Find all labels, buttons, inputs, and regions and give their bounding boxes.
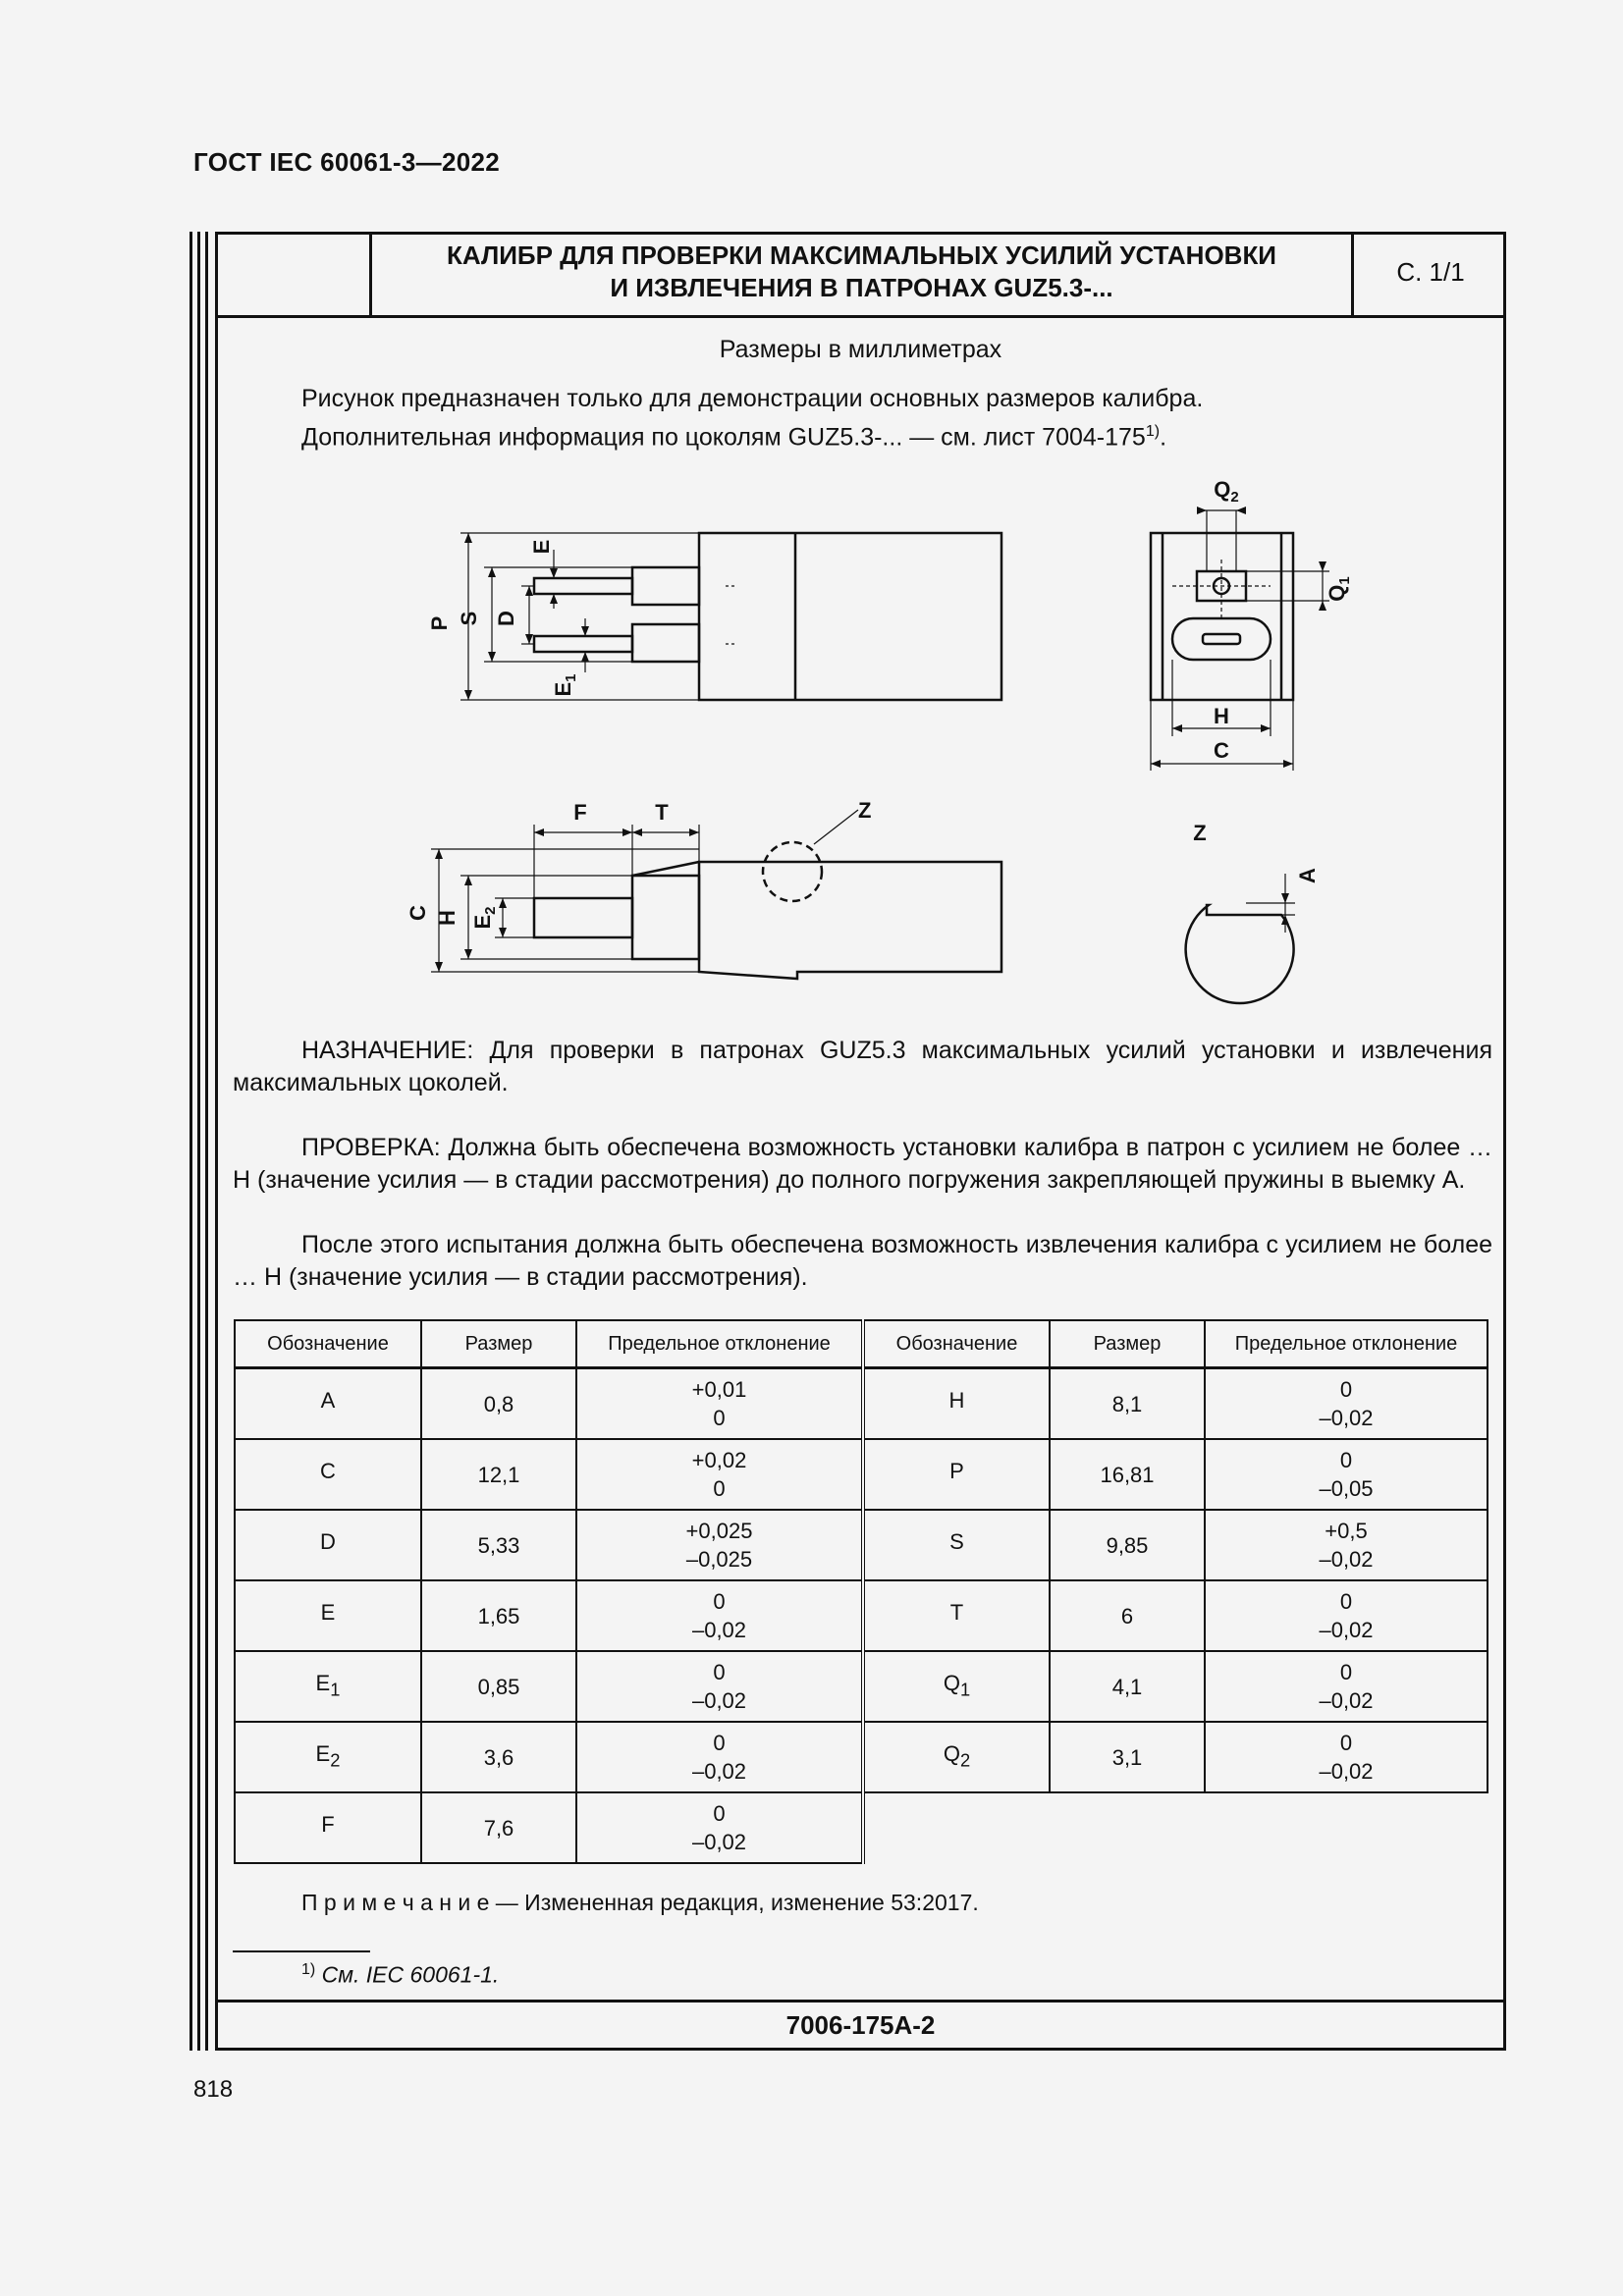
frame-margin-line (197, 232, 200, 2051)
table-row (235, 1368, 1488, 1440)
header-size: Размер (1050, 1320, 1205, 1368)
label-A: A (1295, 868, 1320, 883)
cell-size: 4,1 (1050, 1651, 1205, 1722)
cell-size: 3,1 (1050, 1722, 1205, 1792)
label-Q1: $Q_1$ (1325, 576, 1353, 602)
footnote-mark: 1) (301, 1961, 316, 1978)
cell-tolerance: 0 –0,05 (1205, 1439, 1488, 1510)
cell-designation: D (235, 1510, 421, 1580)
cell-size: 5,33 (421, 1510, 576, 1580)
cell-size: 6 (1050, 1580, 1205, 1651)
cell-tolerance: 0 –0,02 (576, 1580, 863, 1651)
table-row (235, 1580, 1488, 1651)
table-row (235, 1510, 1488, 1580)
cell-tolerance: 0 –0,02 (576, 1722, 863, 1792)
footnote-text: См. IEC 60061-1. (315, 1961, 500, 1988)
end-view-labels (1214, 477, 1353, 763)
label-E2: $E_2$ (470, 906, 499, 930)
label-E: E (529, 539, 554, 555)
intro-line-2-text: Дополнительная информация по цоколям GUZ5.3-... — см. лист 7004-175 (301, 423, 1146, 452)
label-C: C (406, 905, 430, 921)
table-row (235, 1651, 1488, 1722)
cell-designation: P (863, 1439, 1050, 1510)
header-tolerance: Предельное отклонение (576, 1320, 863, 1368)
cell-size: 7,6 (421, 1792, 576, 1863)
cell-designation: H (863, 1368, 1050, 1440)
empty-cell (863, 1792, 1488, 1863)
cell-size: 0,8 (421, 1368, 576, 1440)
bottom-view-dims (431, 810, 858, 972)
frame-margin-line (205, 232, 208, 2051)
cell-tolerance: +0,5 –0,02 (1205, 1510, 1488, 1580)
label-F: F (573, 800, 587, 825)
side-view-labels (427, 540, 579, 697)
sheet-title (373, 240, 1350, 304)
detail-z (1186, 905, 1294, 1003)
header-tolerance: Предельное отклонение (1205, 1320, 1488, 1368)
table-row (235, 1722, 1488, 1792)
footnote-ref: 1) (1145, 423, 1161, 440)
intro-line-2 (301, 415, 1489, 454)
label-D: D (494, 611, 518, 626)
table-row (235, 1792, 1488, 1863)
cell-tolerance: 0 –0,02 (1205, 1722, 1488, 1792)
intro-line-2-end: . (1160, 423, 1167, 452)
cell-tolerance: 0 –0,02 (576, 1651, 863, 1722)
cell-size: 12,1 (421, 1439, 576, 1510)
header-size: Размер (421, 1320, 576, 1368)
cell-size: 8,1 (1050, 1368, 1205, 1440)
label-Z-ref: Z (858, 798, 872, 823)
header-designation: Обозначение (863, 1320, 1050, 1368)
units-note: Размеры в миллиметрах (719, 336, 1002, 363)
side-view (534, 533, 1001, 700)
cell-designation: F (235, 1792, 421, 1863)
cell-tolerance: 0 –0,02 (576, 1792, 863, 1863)
cell-designation: C (235, 1439, 421, 1510)
sheet-code: 7006-175А-2 (785, 2010, 936, 2040)
label-T: T (655, 800, 669, 825)
cell-designation: S (863, 1510, 1050, 1580)
table-body (235, 1368, 1488, 1864)
label-Q2: $Q_2$ (1214, 477, 1239, 506)
detail-z-labels (1193, 821, 1320, 883)
cell-tolerance: +0,01 0 (576, 1368, 863, 1440)
header-designation: Обозначение (235, 1320, 421, 1368)
dimensions-table (234, 1319, 1488, 1864)
cell-tolerance: 0 –0,02 (1205, 1580, 1488, 1651)
label-Z: Z (1193, 821, 1207, 845)
cell-tolerance: 0 –0,02 (1205, 1368, 1488, 1440)
table-row (235, 1439, 1488, 1510)
cell-size: 16,81 (1050, 1439, 1205, 1510)
label-P: P (427, 615, 452, 631)
title-divider (369, 232, 372, 318)
cell-size: 0,85 (421, 1651, 576, 1722)
table-header-row (235, 1320, 1488, 1368)
gauge-drawing (215, 461, 1506, 1011)
bottom-view-arrows (435, 828, 699, 972)
bottom-view (534, 842, 1001, 979)
cell-size: 9,85 (1050, 1510, 1205, 1580)
label-S: S (457, 611, 481, 626)
cell-designation: T (863, 1580, 1050, 1651)
sheet-number: С. 1/1 (1396, 257, 1465, 287)
cell-designation: E (235, 1580, 421, 1651)
label-C-end: C (1214, 738, 1229, 763)
cell-designation: $E_2$ (235, 1722, 421, 1792)
purpose-text: НАЗНАЧЕНИЕ: Для проверки в патронах GUZ5.3 максимальных усилий установки и извлечения максимальных цоколей. (233, 1037, 1492, 1096)
intro-line-1: Рисунок предназначен только для демонстрации основных размеров калибра. (301, 385, 1204, 412)
cell-tolerance: +0,02 0 (576, 1439, 863, 1510)
cell-tolerance: +0,025 –0,025 (576, 1510, 863, 1580)
title-line-2: И ИЗВЛЕЧЕНИЯ В ПАТРОНАХ GUZ5.3-... (610, 273, 1113, 302)
label-H-end: H (1214, 704, 1229, 728)
footnote-rule (233, 1950, 370, 1952)
intro-text (301, 383, 1489, 454)
cell-size: 1,65 (421, 1580, 576, 1651)
cell-designation: A (235, 1368, 421, 1440)
frame-margin-line (189, 232, 192, 2051)
bottom-view-labels (406, 798, 871, 930)
cell-designation: $E_1$ (235, 1651, 421, 1722)
cell-designation: $Q_1$ (863, 1651, 1050, 1722)
label-H: H (435, 910, 460, 926)
label-E1: $E_1$ (551, 673, 579, 697)
cell-tolerance: 0 –0,02 (1205, 1651, 1488, 1722)
title-line-1: КАЛИБР ДЛЯ ПРОВЕРКИ МАКСИМАЛЬНЫХ УСИЛИЙ УСТАНОВКИ (446, 240, 1276, 270)
note: П р и м е ч а н и е — Измененная редакция, изменение 53:2017. (301, 1890, 979, 1915)
check-text-1: ПРОВЕРКА: Должна быть обеспечена возможность установки калибра в патрон с усилием не более … Н (значение усилия — в стадии рассмотрения) до полного погружения закрепляющей пружины в выемку А. (233, 1134, 1492, 1194)
footnote (301, 1961, 499, 1989)
standard-designation: ГОСТ IEC 60061-3—2022 (193, 147, 500, 177)
check-text-2: После этого испытания должна быть обеспечена возможность извлечения калибра с усилием не более … Н (значение усилия — в стадии рассмотрения). (233, 1231, 1492, 1291)
title-divider (1351, 232, 1354, 318)
cell-designation: $Q_2$ (863, 1722, 1050, 1792)
cell-size: 3,6 (421, 1722, 576, 1792)
page-number: 818 (193, 2076, 234, 2103)
